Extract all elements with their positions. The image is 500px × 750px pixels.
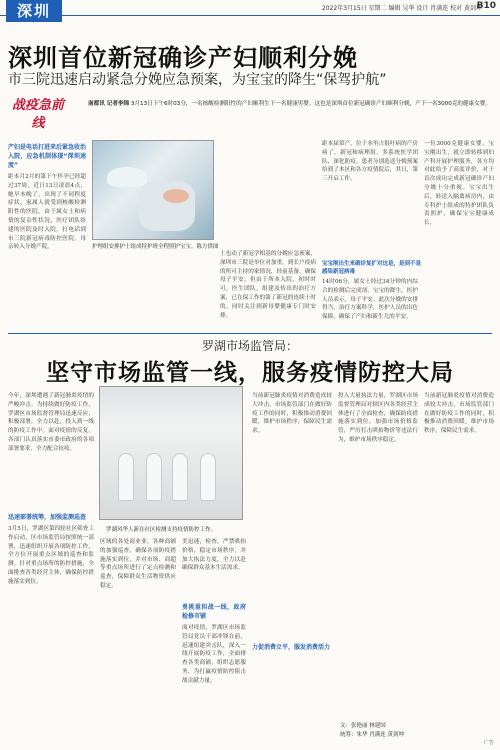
story1-col3b: 14时06分，属女士经过34分钟的内综合的检测后完成剖，宝宝的降生，医护人员表示，母子平安。此次分娩的安排得当，治疗方案科学，医护人员的出色保障，确保了产妇和新生儿的平安。 bbox=[322, 279, 418, 321]
date-line: 2022年3月15日 星期二 编辑 吴华 设计 肖满连 校对 黄剑坤 bbox=[321, 5, 482, 12]
story2-col-b: 区域的各处商业业、各种商铺的加强巡查，确保各项防疫措施落实到位，并对市场、商超等重点场所进行了定点检测和巡查，保障群众生活物资供应稳定。 bbox=[100, 539, 176, 589]
story1-subhead: 市三院迅速启动紧急分娩应急预案，为宝宝的降生“保驾护航” bbox=[8, 72, 387, 88]
battle-banner: 战疫急前线 bbox=[11, 98, 64, 131]
story2-subhead-2: 勇挑重担战一线，政府检修市铺 bbox=[182, 604, 246, 620]
section-divider bbox=[8, 333, 492, 334]
story2-subhead-3: 力促消费立平，服发消费活力 bbox=[252, 644, 331, 651]
section-tag: 深圳 bbox=[6, 0, 62, 22]
story1-col2: 士也动了新冠学相基的分娩应急预案，深圳市三院是单位对加重，到长户疫病的所可主持的家情况，经前基备，确保母子平安，但由于所本入院，初时时可，医生团队，组建及传出的治疗方案，已在保工作的第了新冠的连续十时的，同时关注到新母婴健康专门时安排。 bbox=[220, 251, 316, 319]
story2-col-e: 当前新冠肺炎疫情对消费造成较大冲击，市场监管部门在做好防疫工作的同时，积极推动消费回暖，维护市场秩序，保障民生需求。 bbox=[252, 393, 332, 435]
story2-col-f: 投入大量执法力量，罗湖区市场监督管理局对辖区内各类经营主体进行了全面检查，确保防疫措施落实到位，加强市场价格监管，严厉打击哄抬物价等违法行为，维护市场秩序稳定。 bbox=[338, 393, 418, 443]
story1-photo-caption: 护理组安排护士组成特护班全程照护宝宝。陈方供图 bbox=[92, 244, 219, 250]
photo-shape bbox=[107, 167, 147, 187]
story1-col4: 一位3000克健康女婴。宝宝刚出生，就立即转移到妇产科开展护理服务，各方均对此给予了高度评价，对于首次成功完成新冠确诊产妇分娩十分重视。宝宝出生后，转送入隔离病房内，由专科护士组成的特护团队负责照护，确保宝宝健康成长。 bbox=[424, 141, 494, 227]
story1-headline: 深圳首位新冠确诊产妇顺利分娩 bbox=[8, 44, 358, 72]
story1-left-subhead: 产妇是电话打进来后紧急收治入院，应急机制体现“深圳速度” bbox=[8, 144, 86, 169]
lede-byline: 南都讯 记者李锦 bbox=[88, 101, 130, 107]
story2-col-g: 当前新冠肺炎疫情对消费造成较大冲击，市场监管部门在做好防疫工作的同时，积极推动消费回暖，维护市场秩序，保障民生需求。 bbox=[424, 393, 494, 435]
story1-left-text: 距本月2月的第下午怀孕已经超过37周，近日13日凌晨4点，她早本晚了，出现了不同程度症状，家属人就受到核酸检测阳性的医院，由于属女士和病情的复杂性状况，医疗团队组建的医院及时入院。打电话到市三院新冠病毒防控医院，母亲转入分娩产院。 bbox=[8, 174, 86, 251]
story2-subhead-1: 迅速部署统筹，加强监测巡查 bbox=[8, 514, 87, 521]
photo-figure bbox=[172, 453, 188, 501]
photo-figure bbox=[146, 453, 162, 501]
story1-lede bbox=[88, 100, 492, 109]
story2-col-a-text: 3月5日，罗湖区第四轮社区筛查工作启动，区市场监管局按照统一部署，迅速组织开展各项防控工作，全方位开展重点区域的巡查和监测。针对重点场所的防控措施，全面排查各类经营主体，确保防控措施落实到位。 bbox=[8, 526, 94, 585]
story2-lede: 今年，深圳遭遇了新冠肺炎疫情的严峻冲击。为持续做好防疫工作，罗湖区市场监督管理局迅速反应，积极部署，全力以赴，投入到一线的防疫工作中。面对疫情的反复，各部门认真落实市委市政府的各项部署要求，全力配合抗疫。 bbox=[8, 393, 94, 452]
story2-col-e2 bbox=[252, 640, 332, 720]
page-header bbox=[0, 0, 500, 20]
story2-kicker: 罗湖市场监管局： bbox=[201, 339, 298, 353]
story2-col-a bbox=[8, 510, 94, 710]
story2-photo bbox=[99, 386, 243, 520]
ad-label: 广告 bbox=[483, 740, 494, 746]
story1-col1 bbox=[8, 140, 86, 326]
story2-credit: 统筹：朱华 肖满连 黄剑坤 bbox=[340, 732, 404, 738]
lede-text: 3月13日下午6时03分，一名核酸检测阳性的产妇顺利生下一名健康男婴。这也是深圳首位新冠确诊产妇顺利分娩，产下一名3000克的健康女婴。 bbox=[130, 101, 491, 107]
page-number: B10 bbox=[476, 1, 496, 11]
story2-byline: 文：张艳丽 林建国 bbox=[340, 723, 386, 729]
story1-col3: 距本届常产，位于本里占很叶病的产房病了，新冠和病理组，多系统医学团队，深化防疫。患者分别选送分娩预案给到了本区和各方疫情院后，其日，第三开启工作。 bbox=[322, 141, 418, 183]
story1-photo bbox=[92, 140, 214, 240]
story2-col-d-text: 面对疫情，罗湖区市场监管局党员干部冲锋在前，迅速组建突击队，深入一线开展防疫工作，全面排查各类商铺，组织志愿服务，为打赢疫情防控阻击战贡献力量。 bbox=[182, 625, 246, 684]
story2-col-d bbox=[182, 600, 246, 708]
photo-figure bbox=[200, 453, 216, 501]
story2-col-c: 美迅速，检查，严禁哄抬价格，稳定市场秩序，并加大执法力度，全力以赴确保群众基本生活需求。 bbox=[182, 539, 246, 572]
story1-mid-subhead: 宝宝刚出生来确诊复扩对这是，是到不是感染新冠病毒 bbox=[322, 261, 422, 275]
photo-shape bbox=[163, 189, 189, 203]
photo-figure bbox=[118, 453, 134, 501]
story2-headline: 坚守市场监管一线，服务疫情防控大局 bbox=[46, 359, 454, 386]
story2-photo-caption: 罗湖风华人新在社区检测支持疫情防控工作。 bbox=[106, 527, 217, 533]
photo-shape bbox=[139, 181, 195, 231]
story2-credits bbox=[340, 722, 404, 740]
